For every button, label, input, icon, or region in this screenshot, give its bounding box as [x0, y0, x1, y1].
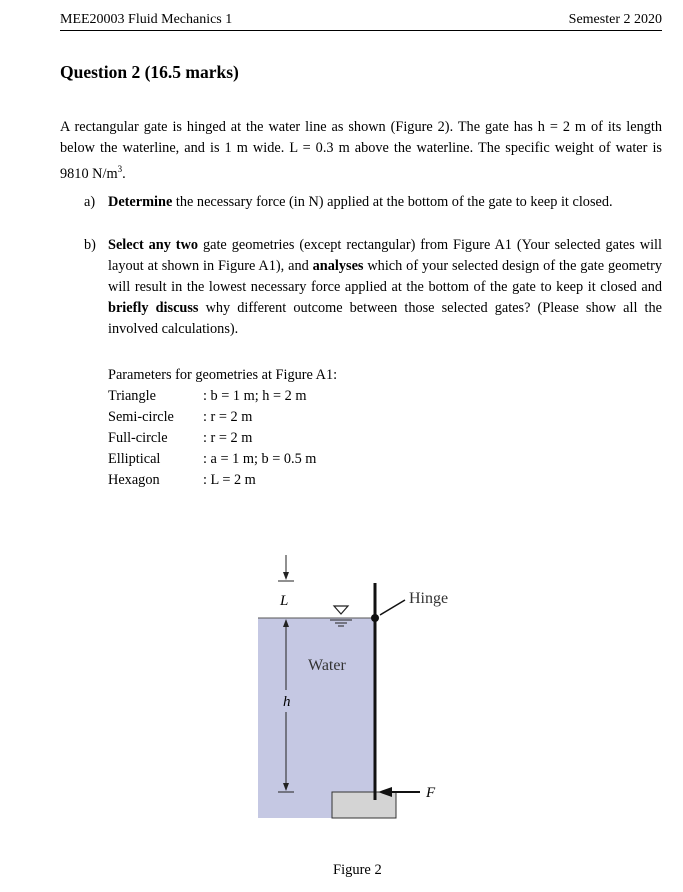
part-a-label: a) [84, 194, 96, 210]
part-a-body: the necessary force (in N) applied at the bottom of the gate to keep it closed. [172, 194, 613, 210]
label-hinge: Hinge [409, 590, 449, 607]
param-value: : r = 2 m [203, 430, 253, 446]
course-header: MEE20003 Fluid Mechanics 1 [60, 12, 233, 27]
param-name: Semi-circle [108, 409, 174, 425]
L-arrowhead-icon [283, 572, 289, 580]
question-title: Question 2 (16.5 marks) [60, 62, 239, 82]
part-b-label: b) [84, 237, 96, 253]
water-level-symbol-icon [334, 606, 348, 614]
label-L: L [280, 593, 289, 609]
part-b-bold1: Select any two [108, 237, 199, 253]
part-b-bold2: analyses [312, 258, 364, 274]
superscript: 3 [117, 164, 123, 174]
part-b-bold3: briefly discuss [108, 300, 199, 316]
param-value: : r = 2 m [203, 409, 253, 425]
param-value: : L = 2 m [203, 472, 256, 488]
part-b-body2: which of your selected design of the gate geometry will result in the lowest necessary force applied at the bottom of the gate to keep it closed and [108, 258, 662, 295]
param-name: Full-circle [108, 430, 168, 446]
figure-caption: Figure 2 [333, 862, 382, 878]
semester-header: Semester 2 2020 [568, 12, 662, 27]
gate-stop-block [332, 792, 396, 818]
water-region [258, 618, 375, 818]
param-name: Triangle [108, 388, 156, 404]
label-F: F [426, 785, 436, 801]
part-b-body1: gate geometries (except rectangular) from Figure A1 (Your selected gates will layout at shown in Figure A1), and [108, 237, 662, 274]
label-water: Water [308, 657, 346, 674]
intro-text: A rectangular gate is hinged at the water line as shown (Figure 2). The gate has h = 2 m of its length below the waterline, and is 1 m wide. L = 0.3 m above the waterline. The specific weight of water is 9810 N/m [60, 119, 662, 182]
param-name: Elliptical [108, 451, 161, 467]
part-b-body3: why different outcome between those selected gates? (Please show all the involved calculations). [108, 300, 663, 337]
label-h: h [283, 694, 291, 710]
hinge-point [371, 614, 379, 622]
hinge-pointer [380, 600, 405, 615]
param-value: : b = 1 m; h = 2 m [203, 388, 307, 404]
param-value: : a = 1 m; b = 0.5 m [203, 451, 317, 467]
part-a-bold: Determine [108, 194, 173, 210]
parameters-title: Parameters for geometries at Figure A1: [108, 367, 338, 383]
intro-end: . [122, 165, 126, 182]
param-name: Hexagon [108, 472, 160, 488]
